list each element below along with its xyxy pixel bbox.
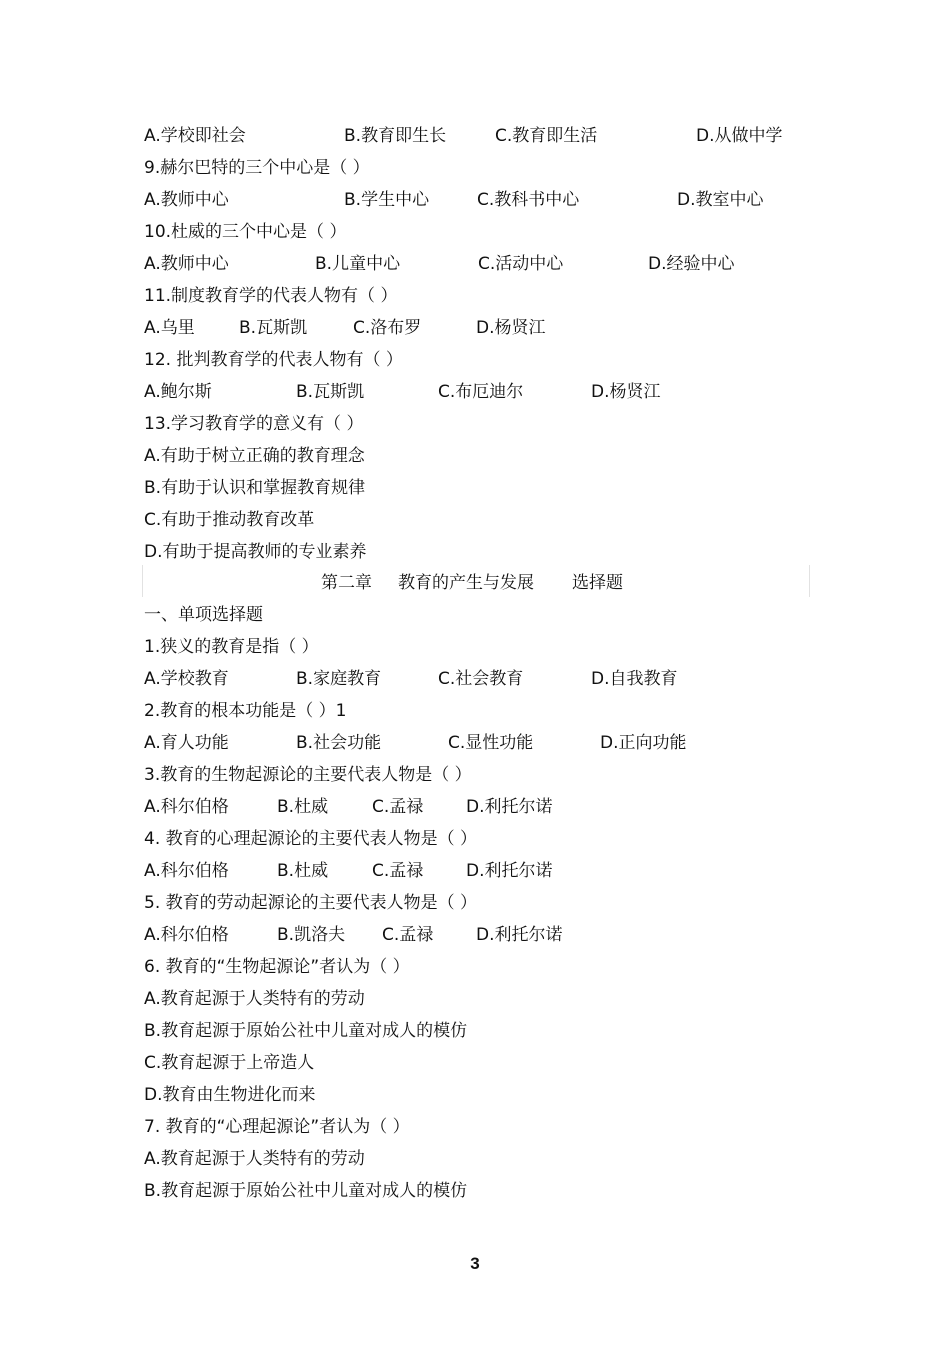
page-number: 3	[470, 1254, 480, 1273]
text-line: 7. 教育的“心理起源论”者认为（ ）	[144, 1117, 410, 1137]
answer-option: C.教科书中心	[477, 190, 580, 210]
answer-option: A.科尔伯格	[144, 861, 229, 881]
answer-option: A.教师中心	[144, 190, 229, 210]
option-row	[144, 381, 844, 403]
option-row	[144, 732, 844, 754]
answer-option: C.社会教育	[438, 669, 524, 689]
chapter-heading	[0, 572, 950, 594]
answer-option: B.儿童中心	[315, 254, 401, 274]
option-row	[144, 924, 844, 946]
answer-option: C.孟禄	[382, 925, 434, 945]
answer-option: A.科尔伯格	[144, 925, 229, 945]
answer-option: A.乌里	[144, 318, 195, 338]
answer-option: D.利托尔诺	[476, 925, 563, 945]
text-line: D.教育由生物进化而来	[144, 1085, 316, 1105]
text-line: 12. 批判教育学的代表人物有（ ）	[144, 350, 403, 370]
answer-option: A.鲍尔斯	[144, 382, 212, 402]
option-row	[144, 253, 844, 275]
answer-option: B.学生中心	[344, 190, 430, 210]
text-line: 2.教育的根本功能是（ ）1	[144, 701, 347, 721]
answer-option: D.杨贤江	[591, 382, 661, 402]
chapter-title: 教育的产生与发展	[398, 573, 534, 593]
answer-option: B.教育即生长	[344, 126, 447, 146]
answer-option: A.科尔伯格	[144, 797, 229, 817]
answer-option: D.利托尔诺	[466, 861, 553, 881]
text-line: A.教育起源于人类特有的劳动	[144, 1149, 365, 1169]
answer-option: C.孟禄	[372, 861, 424, 881]
answer-option: B.杜威	[277, 797, 329, 817]
option-row	[144, 860, 844, 882]
option-row	[144, 796, 844, 818]
answer-option: C.孟禄	[372, 797, 424, 817]
answer-option: B.瓦斯凯	[239, 318, 308, 338]
answer-option: D.正向功能	[600, 733, 687, 753]
text-line: A.有助于树立正确的教育理念	[144, 446, 365, 466]
answer-option: B.家庭教育	[296, 669, 382, 689]
answer-option: C.显性功能	[448, 733, 534, 753]
option-row	[144, 668, 844, 690]
answer-option: D.从做中学	[696, 126, 783, 146]
answer-option: B.瓦斯凯	[296, 382, 365, 402]
text-line: A.教育起源于人类特有的劳动	[144, 989, 365, 1009]
chapter-kind: 选择题	[572, 573, 623, 593]
answer-option: C.教育即生活	[495, 126, 598, 146]
answer-option: D.自我教育	[591, 669, 678, 689]
answer-option: D.杨贤江	[476, 318, 546, 338]
answer-option: A.学校教育	[144, 669, 229, 689]
text-line: 11.制度教育学的代表人物有（ ）	[144, 286, 398, 306]
text-line: D.有助于提高教师的专业素养	[144, 542, 367, 562]
text-line: 3.教育的生物起源论的主要代表人物是（ ）	[144, 765, 472, 785]
option-row	[144, 317, 844, 339]
text-line: 6. 教育的“生物起源论”者认为（ ）	[144, 957, 410, 977]
text-line: 9.赫尔巴特的三个中心是（ ）	[144, 158, 370, 178]
text-line: 10.杜威的三个中心是（ ）	[144, 222, 347, 242]
text-line: 1.狭义的教育是指（ ）	[144, 637, 319, 657]
text-line: B.教育起源于原始公社中儿童对成人的模仿	[144, 1021, 468, 1041]
text-line: C.教育起源于上帝造人	[144, 1053, 315, 1073]
text-line: C.有助于推动教育改革	[144, 510, 315, 530]
answer-option: C.布厄迪尔	[438, 382, 524, 402]
answer-option: A.学校即社会	[144, 126, 246, 146]
text-line: 5. 教育的劳动起源论的主要代表人物是（ ）	[144, 893, 478, 913]
option-row	[144, 125, 844, 147]
chapter-number: 第二章	[321, 573, 372, 593]
answer-option: D.教室中心	[677, 190, 764, 210]
answer-option: C.洛布罗	[353, 318, 422, 338]
answer-option: B.社会功能	[296, 733, 382, 753]
answer-option: A.教师中心	[144, 254, 229, 274]
text-line: 一、单项选择题	[144, 605, 263, 625]
answer-option: D.经验中心	[648, 254, 735, 274]
answer-option: D.利托尔诺	[466, 797, 553, 817]
text-line: B.教育起源于原始公社中儿童对成人的模仿	[144, 1181, 468, 1201]
answer-option: B.凯洛夫	[277, 925, 346, 945]
answer-option: B.杜威	[277, 861, 329, 881]
text-line: B.有助于认识和掌握教育规律	[144, 478, 366, 498]
option-row	[144, 189, 844, 211]
answer-option: A.育人功能	[144, 733, 229, 753]
text-line: 13.学习教育学的意义有（ ）	[144, 414, 364, 434]
text-line: 4. 教育的心理起源论的主要代表人物是（ ）	[144, 829, 478, 849]
answer-option: C.活动中心	[478, 254, 564, 274]
